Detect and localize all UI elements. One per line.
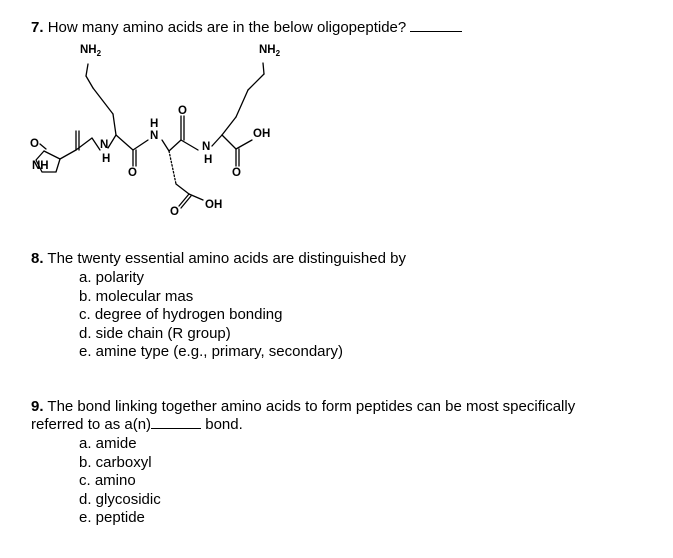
- question-8-text: The twenty essential amino acids are distinguished by: [47, 250, 406, 267]
- q8-option-a[interactable]: a. polarity: [79, 269, 145, 286]
- question-9-text-line1: The bond linking together amino acids to form peptides can be most specifically: [47, 398, 576, 415]
- amine-label-right: $NH_2$: [259, 44, 281, 58]
- question-9-text-line2-end: bond.: [205, 416, 243, 433]
- carbonyl-oxygen-3: O: [178, 105, 187, 117]
- amide-n-3: N: [202, 141, 211, 153]
- q9-option-e[interactable]: e. peptide: [79, 509, 145, 527]
- question-7: [31, 19, 462, 37]
- side-chain-oxygen: O: [170, 206, 179, 218]
- question-9: [31, 398, 575, 434]
- question-7-number: 7.: [31, 19, 44, 36]
- amide-h-1: H: [102, 153, 111, 165]
- question-7-answer-blank[interactable]: [410, 19, 462, 32]
- question-9-options: [79, 435, 161, 528]
- question-8-options: [79, 269, 343, 362]
- carboxyl-oxygen: O: [232, 167, 241, 179]
- q8-option-c[interactable]: c. degree of hydrogen bonding: [79, 306, 283, 324]
- oligopeptide-structure: [26, 36, 326, 218]
- q8-option-b[interactable]: b. molecular mas: [79, 287, 194, 305]
- q8-option-d[interactable]: d. side chain (R group): [79, 324, 231, 342]
- q8-option-e[interactable]: e. amine type (e.g., primary, secondary): [79, 343, 343, 361]
- carbonyl-oxygen-2: O: [128, 167, 137, 179]
- q9-option-c[interactable]: c. amino: [79, 472, 136, 490]
- amide-h-2: H: [150, 118, 159, 130]
- amide-h-3: H: [204, 154, 213, 166]
- side-chain-oh-label: OH: [205, 199, 223, 211]
- carboxyl-oh-label: OH: [253, 128, 271, 140]
- question-8-number: 8.: [31, 250, 44, 267]
- amine-label-left: $NH_2$: [80, 44, 102, 58]
- ring-nh-label: NH: [32, 160, 49, 172]
- question-9-text-line2: referred to as a(n): [31, 416, 152, 433]
- q9-option-a[interactable]: a. amide: [79, 435, 137, 452]
- q9-option-b[interactable]: b. carboxyl: [79, 453, 152, 471]
- amide-n-1: N: [100, 139, 109, 151]
- question-9-number: 9.: [31, 398, 44, 415]
- question-8: [31, 250, 406, 268]
- question-7-text: How many amino acids are in the below oligopeptide?: [47, 19, 407, 36]
- proline-carbonyl-oxygen: O: [30, 138, 39, 150]
- question-9-answer-blank[interactable]: [151, 416, 201, 429]
- q9-option-d[interactable]: d. glycosidic: [79, 490, 161, 508]
- amide-n-2: N: [150, 130, 159, 142]
